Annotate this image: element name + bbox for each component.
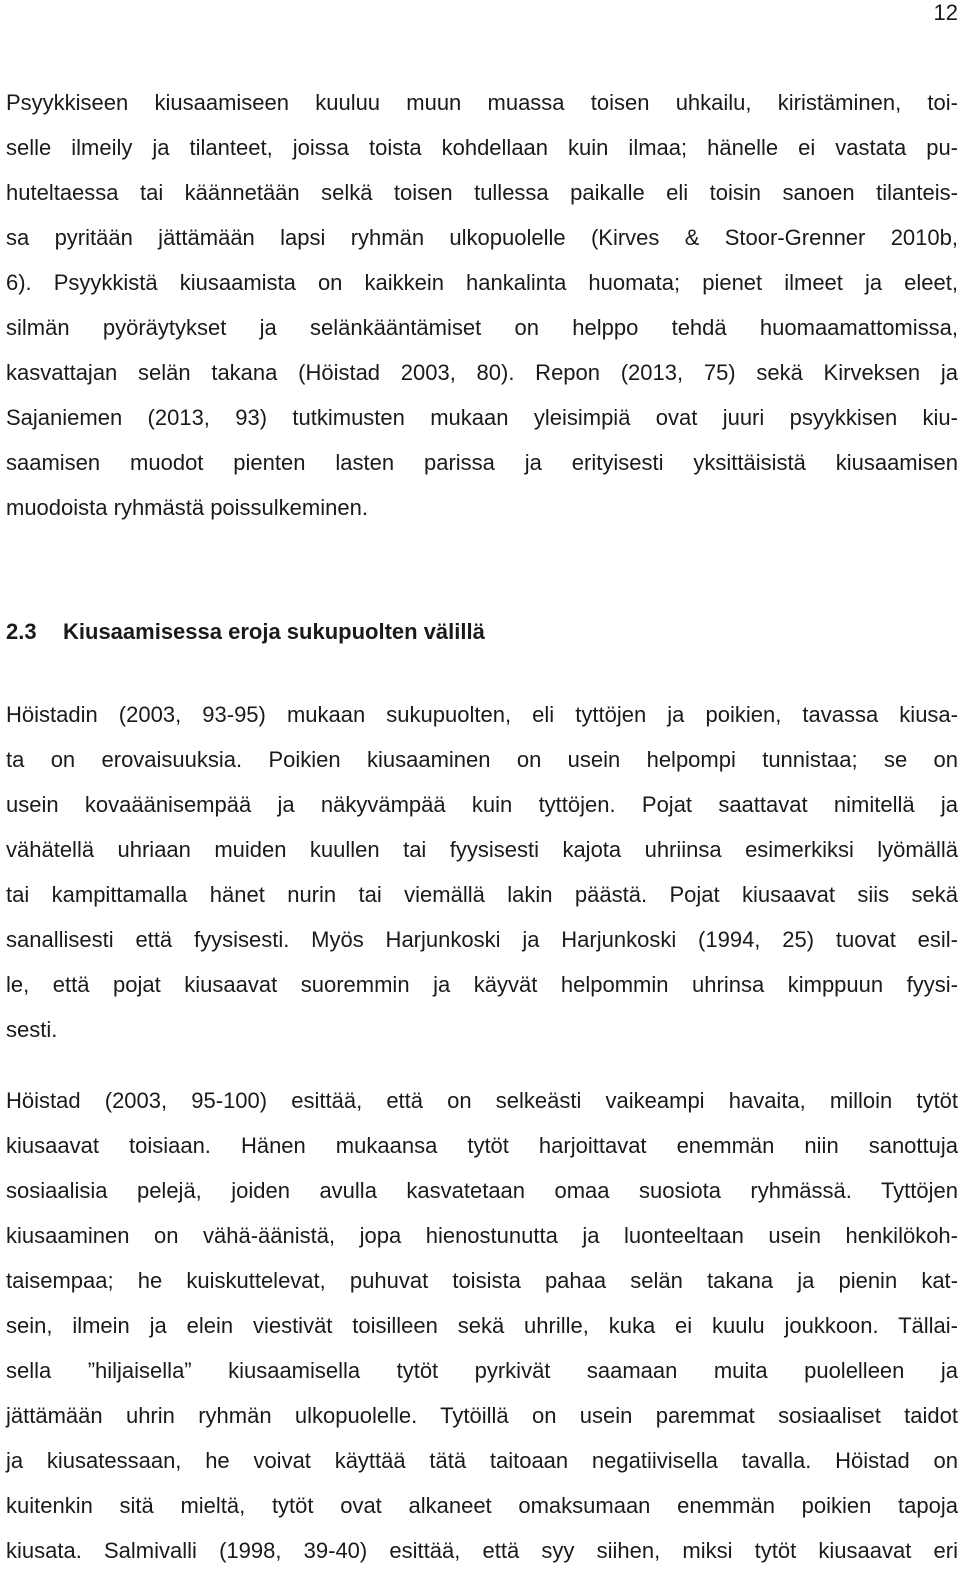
text-line: saamisen muodot pienten lasten parissa ja erityisesti yksittäisistä kiusaamisen [6,450,958,475]
text-line: Höistad (2003, 95-100) esittää, että on selkeästi vaikeampi havaita, milloin tytöt [6,1088,958,1113]
text-line: tai kampittamalla hänet nurin tai viemällä lakin päästä. Pojat kiusaavat siis sekä [6,882,958,907]
section-number: 2.3 [6,619,37,644]
text-line: sella ”hiljaisella” kiusaamisella tytöt pyrkivät saamaan muita puolelleen ja [6,1358,958,1383]
text-line: kuitenkin sitä mieltä, tytöt ovat alkaneet omaksumaan enemmän poikien tapoja [6,1493,958,1518]
section-heading [6,612,485,652]
text-line: ta on erovaisuuksia. Poikien kiusaaminen on usein helpompi tunnistaa; se on [6,747,958,772]
text-line: sein, ilmein ja elein viestivät toisilleen sekä uhrille, kuka ei kuulu joukkoon. Tällai- [6,1313,958,1338]
text-line: Psyykkiseen kiusaamiseen kuuluu muun muassa toisen uhkailu, kiristäminen, toi- [6,90,958,115]
text-line: Höistadin (2003, 93-95) mukaan sukupuolten, eli tyttöjen ja poikien, tavassa kiusa- [6,702,958,727]
text-line: kiusata. Salmivalli (1998, 39-40) esittää, että syy siihen, miksi tytöt kiusaavat eri [6,1538,958,1563]
text-line: Sajaniemen (2013, 93) tutkimusten mukaan yleisimpiä ovat juuri psyykkisen kiu- [6,405,958,430]
text-line: le, että pojat kiusaavat suoremmin ja käyvät helpommin uhrinsa kimppuun fyysi- [6,972,958,997]
text-line: huteltaessa tai käännetään selkä toisen tullessa paikalle eli toisin sanoen tilanteis- [6,180,958,205]
text-line: sosiaalisia pelejä, joiden avulla kasvatetaan omaa suosiota ryhmässä. Tyttöjen [6,1178,958,1203]
text-line: 6). Psyykkistä kiusaamista on kaikkein hankalinta huomata; pienet ilmeet ja eleet, [6,270,958,295]
text-line: kiusaaminen on vähä-äänistä, jopa hienostunutta ja luonteeltaan usein henkilökoh- [6,1223,958,1248]
text-line: kiusaavat toisiaan. Hänen mukaansa tytöt harjoittavat enemmän niin sanottuja [6,1133,958,1158]
page-number: 12 [933,0,958,25]
text-line: taisempaa; he kuiskuttelevat, puhuvat toisista pahaa selän takana ja pienin kat- [6,1268,958,1293]
text-line: vähätellä uhriaan muiden kuullen tai fyysisesti kajota uhriinsa esimerkiksi lyömällä [6,837,958,862]
text-line: selle ilmeily ja tilanteet, joissa toista kohdellaan kuin ilmaa; hänelle ei vastata pu- [6,135,958,160]
text-line: sa pyritään jättämään lapsi ryhmän ulkopuolelle (Kirves & Stoor-Grenner 2010b, [6,225,958,250]
text-line: usein kovaäänisempää ja näkyvämpää kuin tyttöjen. Pojat saattavat nimitellä ja [6,792,958,817]
text-line: muodoista ryhmästä poissulkeminen. [6,495,368,520]
text-line: silmän pyöräytykset ja selänkääntämiset on helppo tehdä huomaamattomissa, [6,315,958,340]
text-line: ja kiusatessaan, he voivat käyttää tätä taitoaan negatiivisella tavalla. Höistad on [6,1448,958,1473]
text-line: sanallisesti että fyysisesti. Myös Harjunkoski ja Harjunkoski (1994, 25) tuovat esil- [6,927,958,952]
paragraph-sukupuolierot [0,692,960,1052]
text-line: kasvattajan selän takana (Höistad 2003, 80). Repon (2013, 75) sekä Kirveksen ja [6,360,958,385]
paragraph-psyykkinen-kiusaaminen [0,80,960,530]
paragraph-tyttojen-kiusaaminen [0,1078,960,1573]
text-line: sesti. [6,1017,58,1042]
section-title: Kiusaamisessa eroja sukupuolten välillä [63,619,485,644]
text-line: jättämään uhrin ryhmän ulkopuolelle. Tytöillä on usein paremmat sosiaaliset taidot [6,1403,958,1428]
